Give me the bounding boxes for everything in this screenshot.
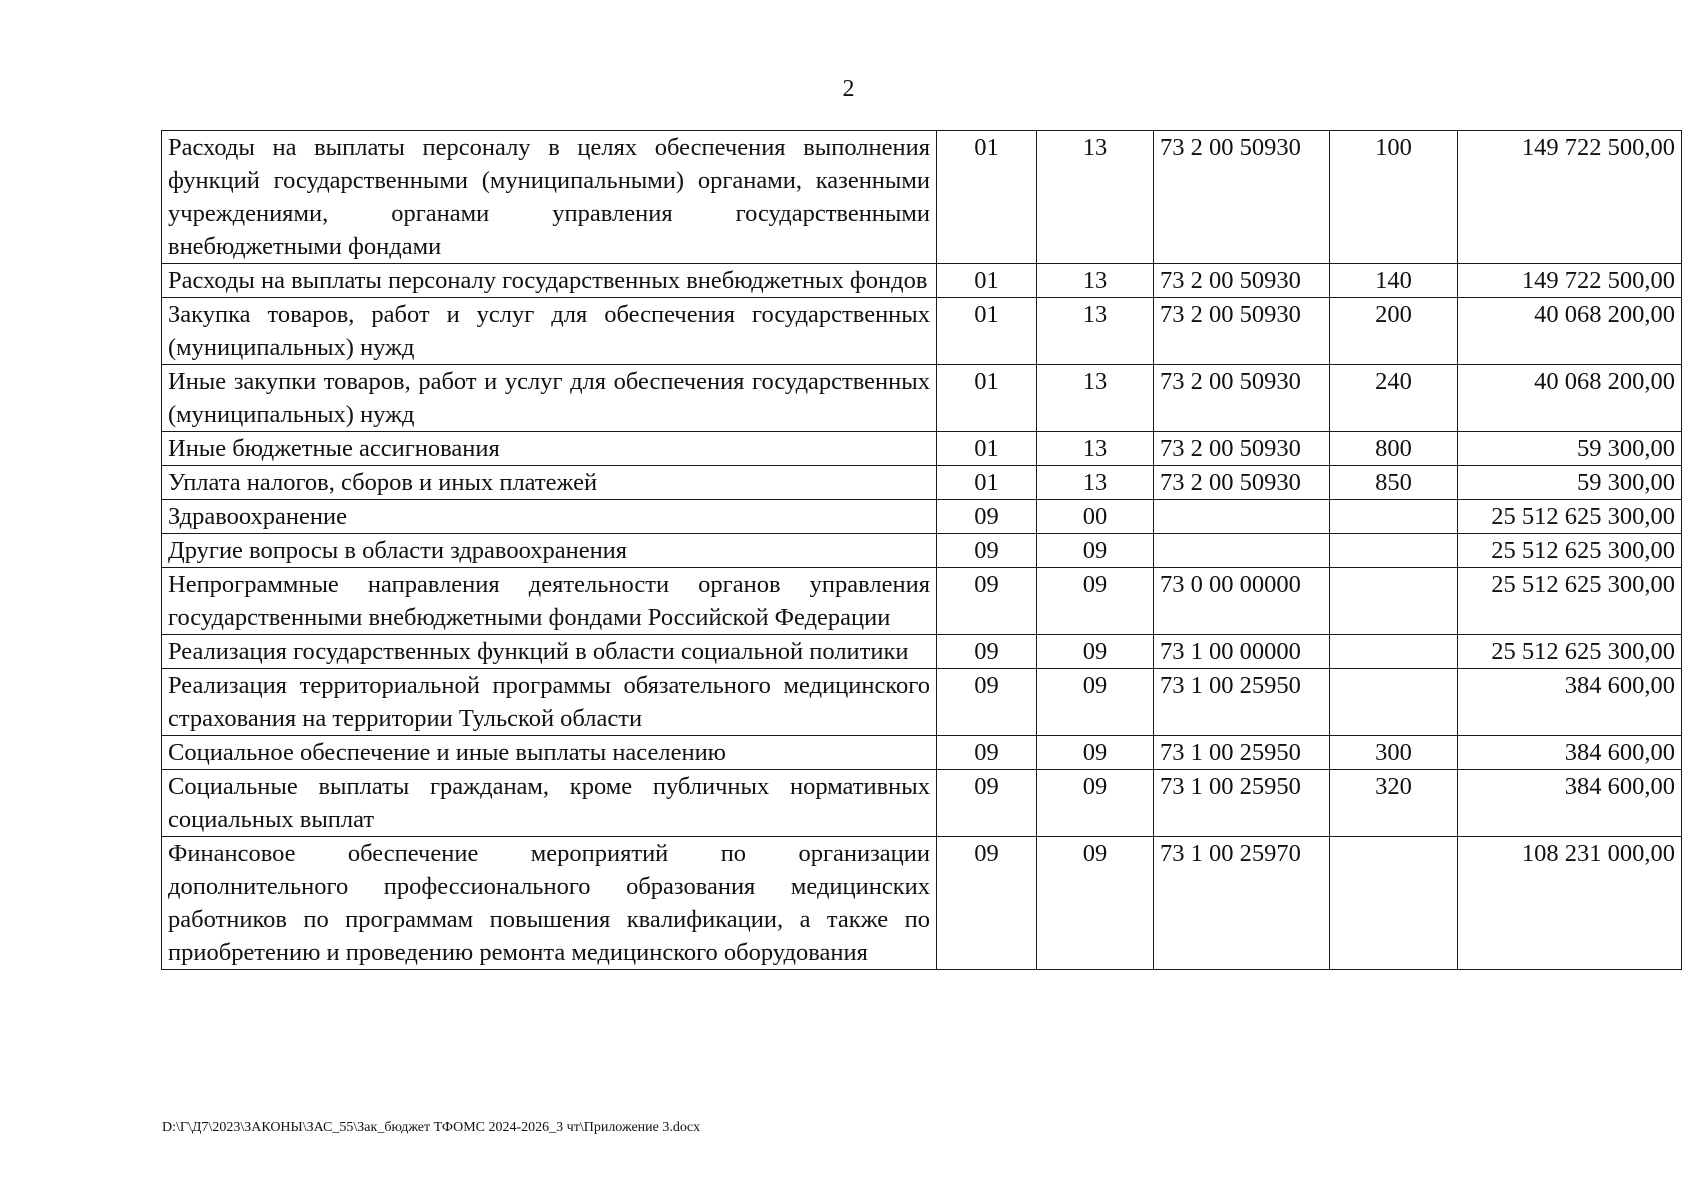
row-subsection: 09 [1037,736,1154,770]
row-subsection: 09 [1037,568,1154,635]
row-name: Финансовое обеспечение мероприятий по организации дополнительного профессионального образования медицинских работников по программам повышения квалификации, а также по приобретению и проведению ремонта медицинского оборудования [162,837,937,970]
row-expense-type [1330,568,1458,635]
table-row [162,837,1682,970]
row-target-item: 73 1 00 25970 [1154,837,1330,970]
row-subsection: 13 [1037,466,1154,500]
budget-table [161,130,1682,970]
table-row [162,365,1682,432]
row-name: Иные закупки товаров, работ и услуг для обеспечения государственных (муниципальных) нужд [162,365,937,432]
row-subsection: 09 [1037,534,1154,568]
table-row [162,466,1682,500]
row-expense-type [1330,534,1458,568]
row-expense-type: 200 [1330,298,1458,365]
table-row [162,635,1682,669]
row-amount: 384 600,00 [1458,770,1682,837]
row-target-item: 73 2 00 50930 [1154,466,1330,500]
row-amount: 40 068 200,00 [1458,365,1682,432]
row-target-item [1154,500,1330,534]
row-expense-type: 800 [1330,432,1458,466]
row-section: 09 [937,568,1037,635]
row-amount: 25 512 625 300,00 [1458,500,1682,534]
row-expense-type: 850 [1330,466,1458,500]
row-target-item: 73 1 00 25950 [1154,770,1330,837]
row-target-item: 73 2 00 50930 [1154,131,1330,264]
row-name: Закупка товаров, работ и услуг для обеспечения государственных (муниципальных) нужд [162,298,937,365]
table-row [162,568,1682,635]
row-subsection: 13 [1037,432,1154,466]
row-expense-type: 300 [1330,736,1458,770]
row-target-item: 73 1 00 25950 [1154,669,1330,736]
row-target-item: 73 0 00 00000 [1154,568,1330,635]
table-row [162,264,1682,298]
row-amount: 149 722 500,00 [1458,264,1682,298]
row-section: 01 [937,264,1037,298]
row-amount: 25 512 625 300,00 [1458,568,1682,635]
row-subsection: 09 [1037,770,1154,837]
table-row [162,131,1682,264]
row-section: 01 [937,298,1037,365]
table-row [162,298,1682,365]
row-amount: 149 722 500,00 [1458,131,1682,264]
row-subsection: 13 [1037,298,1154,365]
row-expense-type [1330,635,1458,669]
row-amount: 384 600,00 [1458,669,1682,736]
row-amount: 59 300,00 [1458,432,1682,466]
row-section: 01 [937,365,1037,432]
row-expense-type [1330,669,1458,736]
row-name: Реализация территориальной программы обязательного медицинского страхования на территории Тульской области [162,669,937,736]
table-row [162,669,1682,736]
footer-file-path: D:\Г\Д7\2023\ЗАКОНЫ\ЗАС_55\Зак_бюджет ТФОМС 2024-2026_3 чт\Приложение 3.docx [162,1120,701,1135]
row-section: 09 [937,534,1037,568]
row-expense-type: 240 [1330,365,1458,432]
table-row [162,500,1682,534]
row-name: Непрограммные направления деятельности органов управления государственными внебюджетными фондами Российской Федерации [162,568,937,635]
row-section: 01 [937,432,1037,466]
row-name: Социальное обеспечение и иные выплаты населению [162,736,937,770]
row-subsection: 09 [1037,635,1154,669]
row-subsection: 13 [1037,365,1154,432]
row-amount: 40 068 200,00 [1458,298,1682,365]
table-row [162,432,1682,466]
row-target-item: 73 1 00 00000 [1154,635,1330,669]
page-number: 2 [842,76,855,102]
row-subsection: 13 [1037,264,1154,298]
row-section: 01 [937,466,1037,500]
row-target-item: 73 2 00 50930 [1154,264,1330,298]
table-row [162,534,1682,568]
row-section: 09 [937,635,1037,669]
row-target-item: 73 2 00 50930 [1154,298,1330,365]
row-section: 09 [937,669,1037,736]
row-target-item: 73 1 00 25950 [1154,736,1330,770]
row-amount: 108 231 000,00 [1458,837,1682,970]
row-name: Здравоохранение [162,500,937,534]
row-amount: 25 512 625 300,00 [1458,635,1682,669]
row-target-item: 73 2 00 50930 [1154,365,1330,432]
row-subsection: 00 [1037,500,1154,534]
row-target-item: 73 2 00 50930 [1154,432,1330,466]
row-section: 09 [937,770,1037,837]
row-target-item [1154,534,1330,568]
row-section: 09 [937,837,1037,970]
row-expense-type: 140 [1330,264,1458,298]
row-section: 09 [937,736,1037,770]
row-name: Иные бюджетные ассигнования [162,432,937,466]
row-section: 01 [937,131,1037,264]
table-row [162,736,1682,770]
row-name: Уплата налогов, сборов и иных платежей [162,466,937,500]
row-name: Реализация государственных функций в области социальной политики [162,635,937,669]
table-row [162,770,1682,837]
row-expense-type [1330,837,1458,970]
row-amount: 384 600,00 [1458,736,1682,770]
row-name: Другие вопросы в области здравоохранения [162,534,937,568]
row-subsection: 09 [1037,837,1154,970]
row-subsection: 09 [1037,669,1154,736]
row-section: 09 [937,500,1037,534]
row-name: Расходы на выплаты персоналу в целях обеспечения выполнения функций государственными (муниципальными) органами, казенными учреждениями, органами управления государственными внебюджетными фондами [162,131,937,264]
row-name: Социальные выплаты гражданам, кроме публичных нормативных социальных выплат [162,770,937,837]
row-amount: 59 300,00 [1458,466,1682,500]
row-name: Расходы на выплаты персоналу государственных внебюджетных фондов [162,264,937,298]
row-expense-type: 320 [1330,770,1458,837]
row-expense-type: 100 [1330,131,1458,264]
row-amount: 25 512 625 300,00 [1458,534,1682,568]
row-subsection: 13 [1037,131,1154,264]
row-expense-type [1330,500,1458,534]
